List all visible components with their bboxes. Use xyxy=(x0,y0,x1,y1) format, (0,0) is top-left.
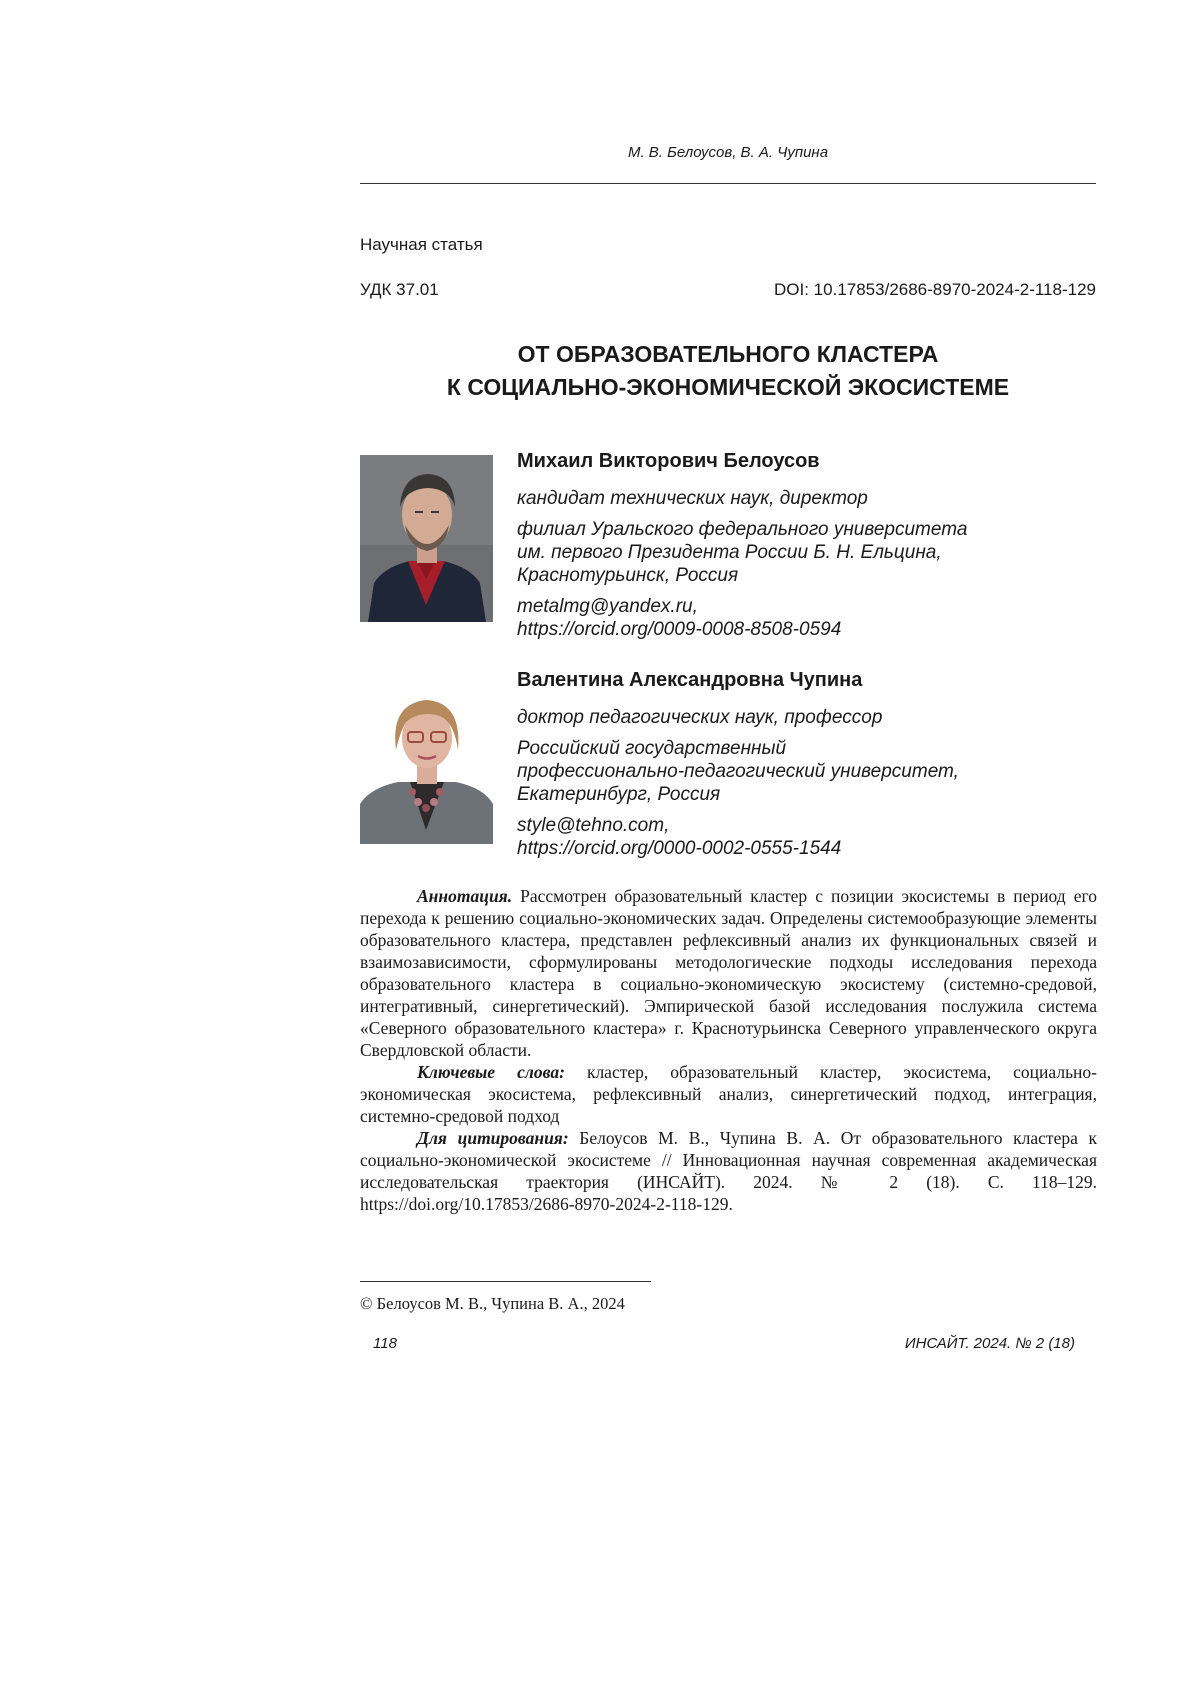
affiliation-line: им. первого Президента России Б. Н. Ельцина, xyxy=(517,542,942,563)
header-divider xyxy=(360,183,1096,184)
udk-code: УДК 37.01 xyxy=(360,280,439,299)
author-name: Михаил Викторович Белоусов xyxy=(517,450,820,472)
author-contacts xyxy=(517,814,1097,860)
author-orcid-link[interactable]: https://orcid.org/0009-0008-8508-0594 xyxy=(517,619,842,640)
author-photo xyxy=(360,455,493,622)
page-number: 118 xyxy=(373,1335,397,1352)
footnote-divider xyxy=(360,1281,651,1282)
journal-issue: ИНСАЙТ. 2024. № 2 (18) xyxy=(904,1335,1075,1352)
running-header: М. В. Белоусов, В. А. Чупина xyxy=(627,144,829,161)
title-line: К СОЦИАЛЬНО-ЭКОНОМИЧЕСКОЙ ЭКОСИСТЕМЕ xyxy=(446,374,1010,400)
affiliation-line: профессионально-педагогический университет, xyxy=(517,761,959,782)
affiliation-line: Российский государственный xyxy=(517,738,787,759)
abstract-text: Рассмотрен образовательный кластер с позиции экосистемы в период его перехода к решению социально-экономических задач. Определены системообразующие элементы образовательного кластера, представлен рефлексивный анализ их функциональных связей и взаимозависимости, сформулированы методологические подходы исследования перехода образовательного кластера в социально-экономическую экосистему (системно-средовой, интегративный, синергетический). Эмпирической базой исследования послужила система «Северного образовательного кластера» г. Краснотурьинска Северного управленческого округа Свердловской области. xyxy=(360,886,1097,1060)
author-orcid-link[interactable]: https://orcid.org/0000-0002-0555-1544 xyxy=(517,838,842,859)
citation-text: Белоусов М. В., Чупина В. А. От образовательного кластера к социально-экономической экосистеме // Инновационная научная современная академическая исследовательская траектория (ИНСАЙТ). 2024. № 2 (18). С. 118–129. https://doi.org/10.17853/2686-8970-2024-2-118-129. xyxy=(360,1128,1098,1214)
affiliation-line: филиал Уральского федерального университета xyxy=(517,519,968,540)
abstract-section xyxy=(360,885,1097,1215)
author-email[interactable]: style@tehno.com, xyxy=(517,815,670,836)
affiliation-line: Екатеринбург, Россия xyxy=(517,784,721,805)
citation-paragraph xyxy=(360,1127,1097,1215)
author-card xyxy=(517,449,1097,641)
title-line: ОТ ОБРАЗОВАТЕЛЬНОГО КЛАСТЕРА xyxy=(517,341,939,367)
author-photo xyxy=(360,672,493,844)
author-contacts xyxy=(517,595,1097,641)
author-degree: кандидат технических наук, директор xyxy=(517,488,868,509)
abstract-label: Аннотация. xyxy=(417,886,513,906)
abstract-paragraph xyxy=(360,885,1097,1061)
author-degree: доктор педагогических наук, профессор xyxy=(517,707,883,728)
keywords-label: Ключевые слова: xyxy=(417,1062,565,1082)
article-type: Научная статья xyxy=(360,235,483,254)
article-title xyxy=(360,338,1096,404)
copyright-notice: © Белоусов М. В., Чупина В. А., 2024 xyxy=(360,1294,625,1313)
affiliation-line: Краснотурьинск, Россия xyxy=(517,565,739,586)
author-card xyxy=(517,668,1097,860)
author-email[interactable]: metalmg@yandex.ru, xyxy=(517,596,698,617)
author-affiliation xyxy=(517,737,1097,806)
author-affiliation xyxy=(517,518,1097,587)
author-name: Валентина Александровна Чупина xyxy=(517,669,863,691)
keywords-paragraph xyxy=(360,1061,1097,1127)
keywords-text: кластер, образовательный кластер, экосистема, социально-экономическая экосистема, рефлексивный анализ, синергетический подход, интеграция, системно-средовой подход xyxy=(360,1062,1097,1126)
citation-label: Для цитирования: xyxy=(417,1128,569,1148)
doi: DOI: 10.17853/2686-8970-2024-2-118-129 xyxy=(774,280,1096,299)
